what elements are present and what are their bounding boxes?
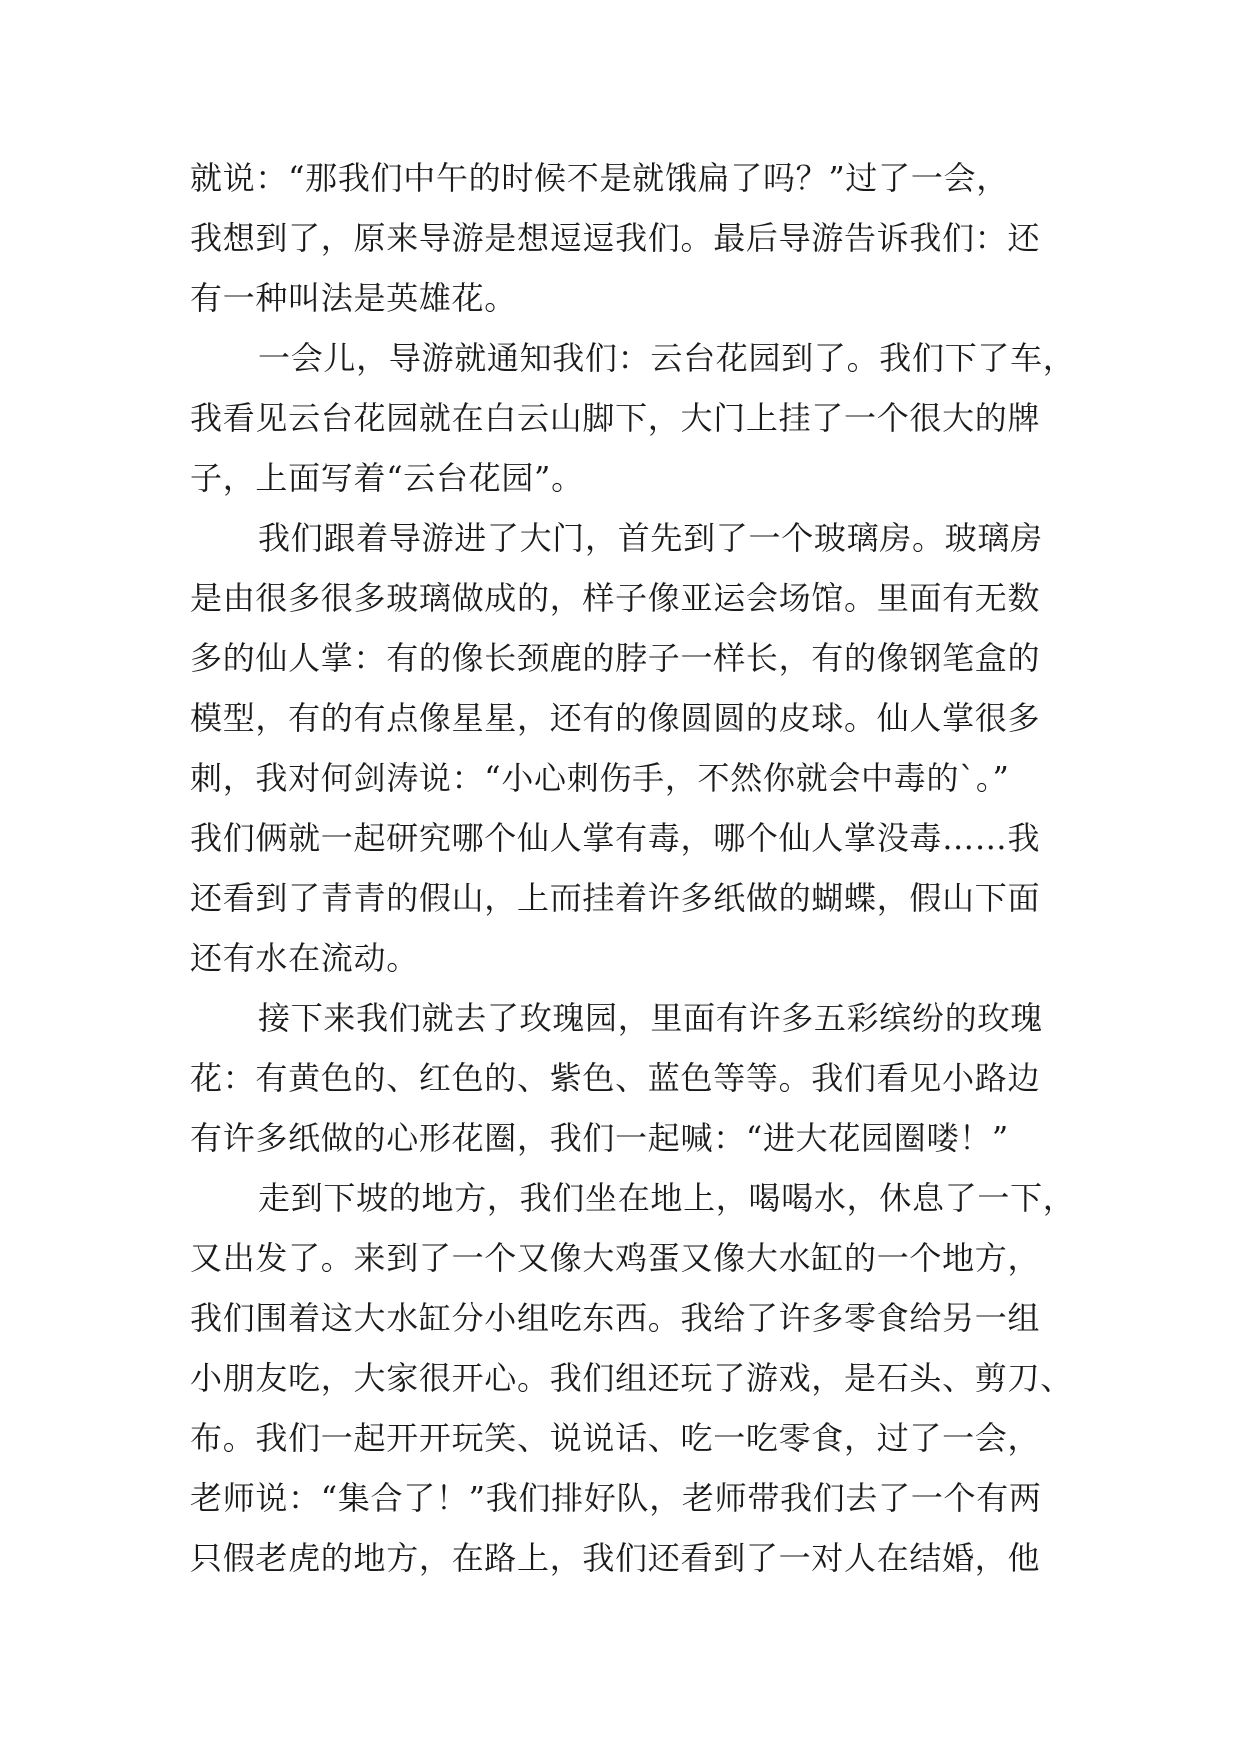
text-line: 就说：“那我们中午的时候不是就饿扁了吗？”过了一会， bbox=[190, 159, 1009, 197]
text-line: 只假老虎的地方，在路上，我们还看到了一对人在结婚，他 bbox=[190, 1539, 1041, 1577]
text-line: 有许多纸做的心形花圈，我们一起喊：“进大花园圈喽！” bbox=[190, 1119, 1009, 1157]
body-text bbox=[190, 148, 1076, 1588]
text-line: 小朋友吃，大家很开心。我们组还玩了游戏，是石头、剪刀、 bbox=[190, 1359, 1073, 1397]
text-line: 老师说：“集合了！”我们排好队，老师带我们去了一个有两 bbox=[190, 1479, 1042, 1517]
text-line: 走到下坡的地方，我们坐在地上，喝喝水，休息了一下， bbox=[258, 1179, 1076, 1217]
text-line: 接下来我们就去了玫瑰园，里面有许多五彩缤纷的玫瑰 bbox=[258, 999, 1043, 1037]
text-line: 还有水在流动。 bbox=[190, 939, 419, 977]
text-line: 布。我们一起开开玩笑、说说话、吃一吃零食，过了一会， bbox=[190, 1419, 1041, 1457]
text-line: 是由很多很多玻璃做成的，样子像亚运会场馆。里面有无数 bbox=[190, 579, 1041, 617]
text-line: 我看见云台花园就在白云山脚下，大门上挂了一个很大的牌 bbox=[190, 399, 1041, 437]
text-line: 我们俩就一起研究哪个仙人掌有毒，哪个仙人掌没毒……我 bbox=[190, 819, 1041, 857]
text-line: 还看到了青青的假山，上而挂着许多纸做的蝴蝶，假山下面 bbox=[190, 879, 1041, 917]
text-line: 花：有黄色的、红色的、紫色、蓝色等等。我们看见小路边 bbox=[190, 1059, 1041, 1097]
text-line: 一会儿，导游就通知我们：云台花园到了。我们下了车， bbox=[258, 339, 1076, 377]
text-line: 模型，有的有点像星星，还有的像圆圆的皮球。仙人掌很多 bbox=[190, 699, 1041, 737]
text-line: 我们跟着导游进了大门，首先到了一个玻璃房。玻璃房 bbox=[258, 519, 1043, 557]
text-line: 又出发了。来到了一个又像大鸡蛋又像大水缸的一个地方， bbox=[190, 1239, 1041, 1277]
text-line: 子，上面写着“云台花园”。 bbox=[190, 459, 584, 497]
text-line: 我想到了，原来导游是想逗逗我们。最后导游告诉我们：还 bbox=[190, 219, 1041, 257]
text-line: 多的仙人掌：有的像长颈鹿的脖子一样长，有的像钢笔盒的 bbox=[190, 639, 1041, 677]
text-line: 我们围着这大水缸分小组吃东西。我给了许多零食给另一组 bbox=[190, 1299, 1041, 1337]
text-line: 有一种叫法是英雄花。 bbox=[190, 279, 518, 317]
text-line: 刺，我对何剑涛说：“小心刺伤手，不然你就会中毒的`。” bbox=[190, 759, 1010, 797]
